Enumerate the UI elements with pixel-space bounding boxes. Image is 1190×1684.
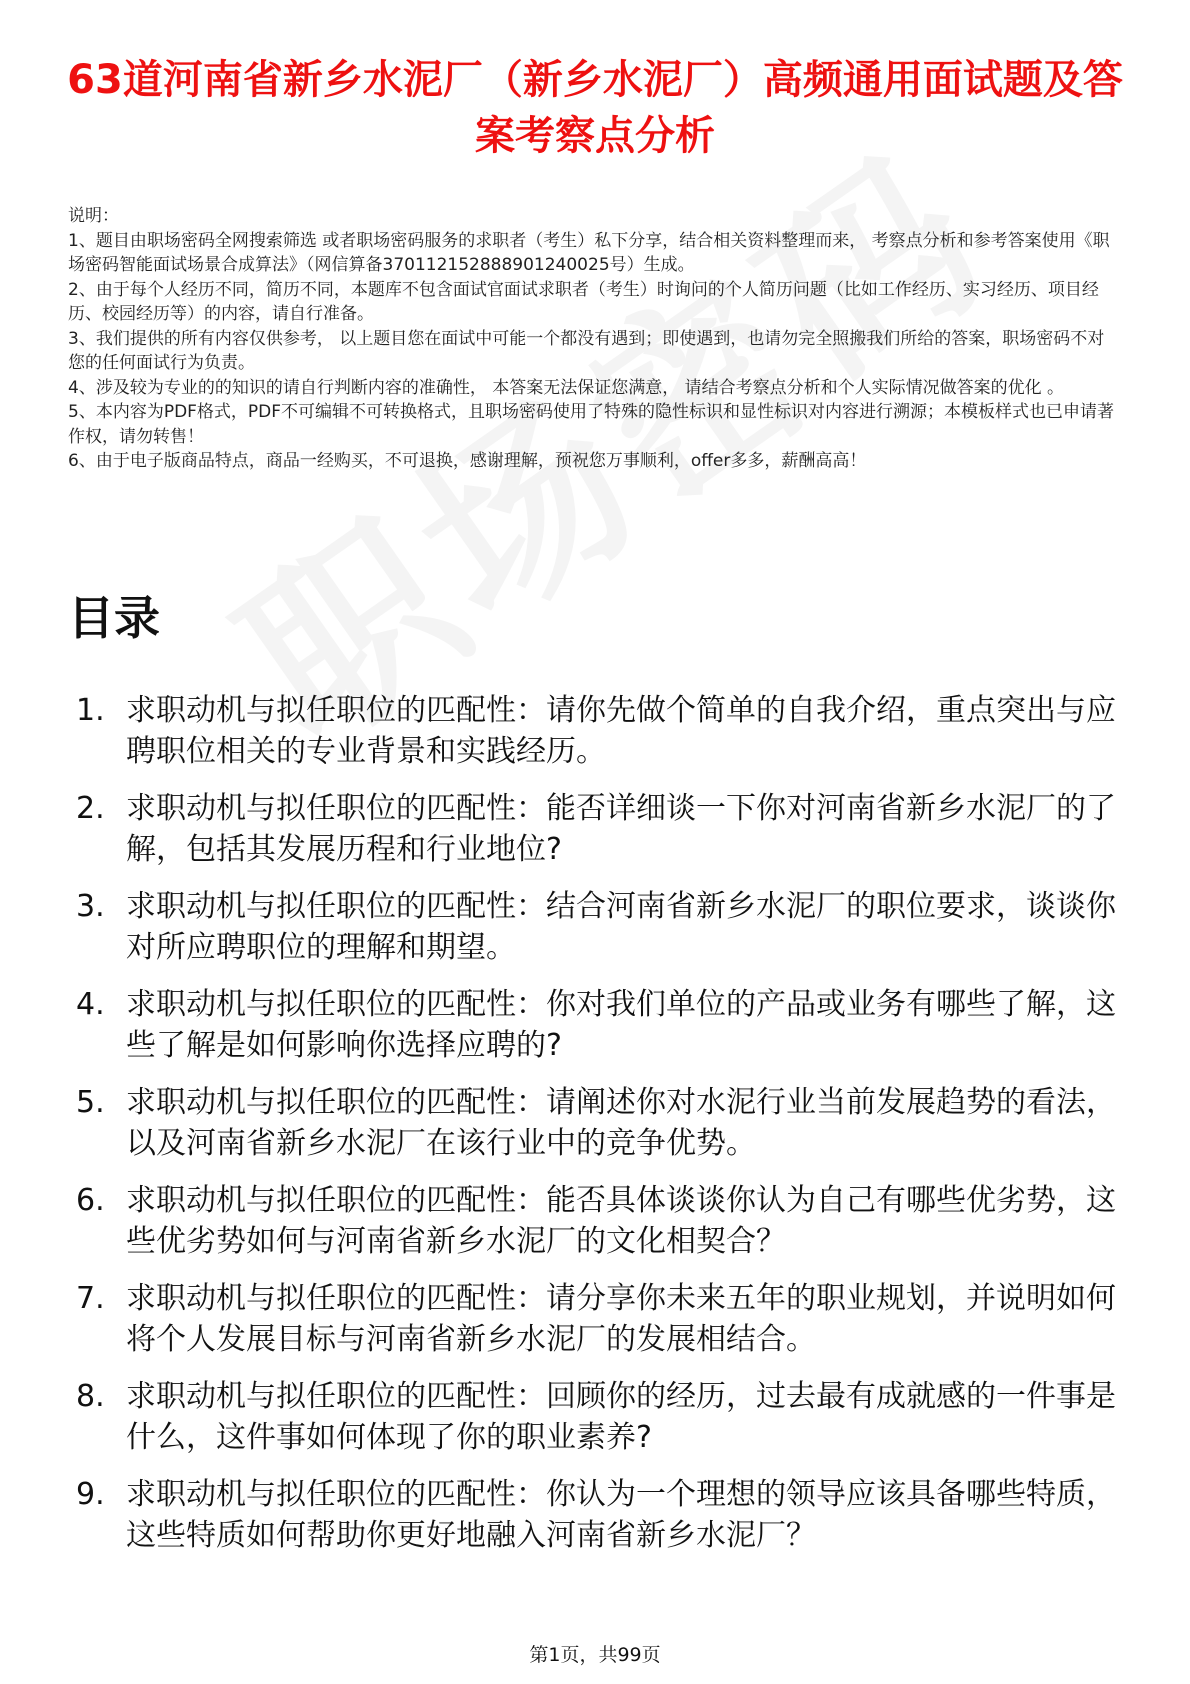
toc-item-text: 求职动机与拟任职位的匹配性：结合河南省新乡水泥厂的职位要求，谈谈你对所应聘职位的理解和期望。 [126, 889, 1116, 965]
toc-item-text: 求职动机与拟任职位的匹配性：能否具体谈谈你认为自己有哪些优劣势，这些优劣势如何与河南省新乡水泥厂的文化相契合？ [126, 1183, 1116, 1259]
note-item: 6、由于电子版商品特点，商品一经购买，不可退换，感谢理解，预祝您万事顺利，offer多多，薪酬高高！ [68, 451, 867, 471]
toc-item-number: 5. [76, 1085, 105, 1120]
toc-item-number: 3. [76, 889, 105, 924]
page-title: 63道河南省新乡水泥厂（新乡水泥厂）高频通用面试题及答案考察点分析 [67, 57, 1123, 159]
toc-item-text: 求职动机与拟任职位的匹配性：请你先做个简单的自我介绍，重点突出与应聘职位相关的专业背景和实践经历。 [126, 693, 1116, 769]
toc-item-number: 6. [76, 1183, 105, 1218]
toc-item-text: 求职动机与拟任职位的匹配性：你认为一个理想的领导应该具备哪些特质，这些特质如何帮助你更好地融入河南省新乡水泥厂？ [126, 1477, 1116, 1553]
note-item: 5、本内容为PDF格式，PDF不可编辑不可转换格式，且职场密码使用了特殊的隐性标识和显性标识对内容进行溯源；本模板样式也已申请著作权，请勿转售！ [68, 402, 1115, 447]
toc-item[interactable] [68, 690, 1128, 772]
toc-item-number: 8. [76, 1379, 105, 1414]
toc-item-number: 7. [76, 1281, 105, 1316]
toc-item-number: 9. [76, 1477, 105, 1512]
toc-item-text: 求职动机与拟任职位的匹配性：请阐述你对水泥行业当前发展趋势的看法，以及河南省新乡水泥厂在该行业中的竞争优势。 [126, 1085, 1116, 1161]
toc-item[interactable] [68, 984, 1128, 1066]
toc-item-number: 4. [76, 987, 105, 1022]
toc-item[interactable] [68, 1474, 1128, 1556]
toc-item-text: 求职动机与拟任职位的匹配性：回顾你的经历，过去最有成就感的一件事是什么，这件事如何体现了你的职业素养? [126, 1379, 1116, 1455]
toc-item-text: 求职动机与拟任职位的匹配性：你对我们单位的产品或业务有哪些了解，这些了解是如何影响你选择应聘的? [126, 987, 1116, 1063]
note-item: 3、我们提供的所有内容仅供参考， 以上题目您在面试中可能一个都没有遇到；即使遇到，也请勿完全照搬我们所给的答案，职场密码不对您的任何面试行为负责。 [68, 328, 1105, 373]
note-item: 4、涉及较为专业的的知识的请自行判断内容的准确性， 本答案无法保证您满意， 请结合考察点分析和个人实际情况做答案的优化 。 [68, 377, 1065, 398]
notes-heading: 说明： [68, 206, 119, 226]
toc-item-text: 求职动机与拟任职位的匹配性：请分享你未来五年的职业规划，并说明如何将个人发展目标与河南省新乡水泥厂的发展相结合。 [126, 1281, 1116, 1357]
toc-item[interactable] [68, 1082, 1128, 1164]
toc-item-number: 1. [76, 693, 105, 728]
toc-heading: 目录 [68, 591, 160, 645]
toc-item[interactable] [68, 1376, 1128, 1458]
toc-item[interactable] [68, 788, 1128, 870]
toc-item-number: 2. [76, 791, 105, 826]
toc-item[interactable] [68, 886, 1128, 968]
notes-section [68, 204, 1120, 474]
note-item: 1、题目由职场密码全网搜索筛选 或者职场密码服务的求职者（考生）私下分享，结合相关资料整理而来， 考察点分析和参考答案使用《职场密码智能面试场景合成算法》（网信算备370112152888901240025号）生成。 [68, 230, 1110, 275]
toc-item-text: 求职动机与拟任职位的匹配性：能否详细谈一下你对河南省新乡水泥厂的了解，包括其发展历程和行业地位? [126, 791, 1116, 867]
toc-list [68, 690, 1128, 1572]
note-item: 2、由于每个人经历不同，简历不同，本题库不包含面试官面试求职者（考生）时询问的个人简历问题（比如工作经历、实习经历、项目经历、校园经历等）的内容，请自行准备。 [68, 279, 1099, 324]
toc-item[interactable] [68, 1180, 1128, 1262]
toc-item[interactable] [68, 1278, 1128, 1360]
page-footer: 第1页，共99页 [529, 1644, 661, 1666]
